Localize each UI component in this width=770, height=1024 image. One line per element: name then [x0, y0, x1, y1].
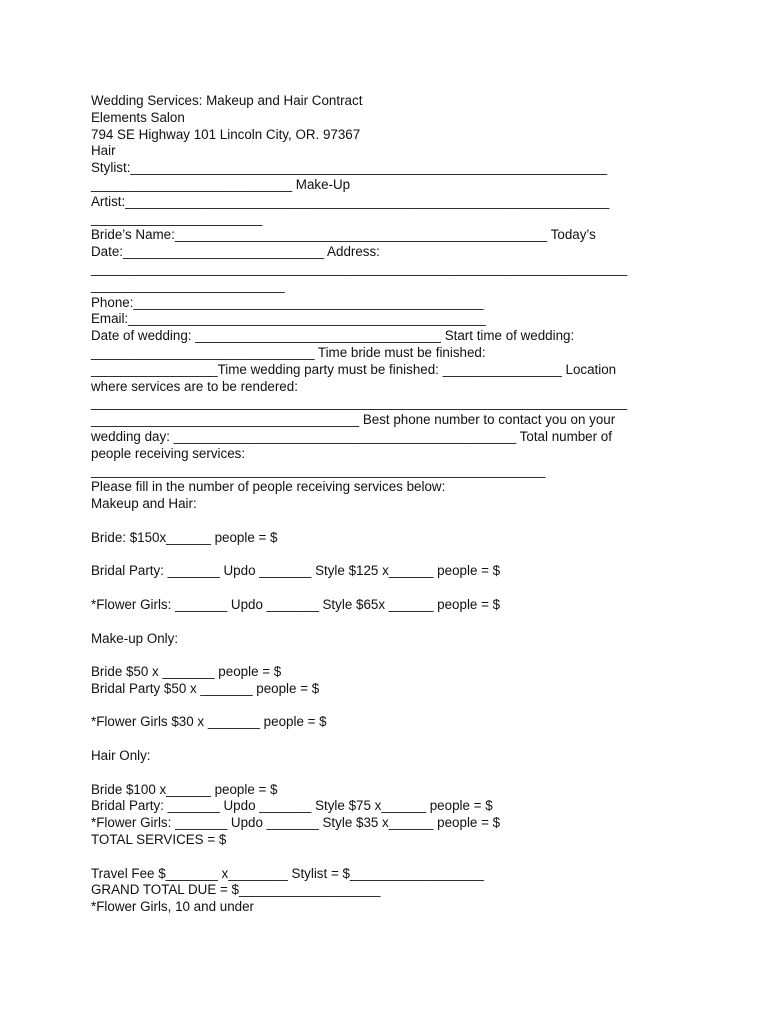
spacer	[91, 614, 691, 631]
spacer	[91, 731, 691, 748]
start-time-field: ______________________________ Time bride must be finished:	[91, 344, 486, 360]
contact-phone-field: wedding day: ______________________________________________ Total number of	[91, 428, 612, 444]
flower-girls-makeup-hair-row: *Flower Girls: _______ Updo _______ Style $65x ______ people = $	[91, 596, 501, 612]
address-field: ________________________________________________________________________	[91, 260, 628, 276]
travel-fee-row: Travel Fee $_______ x________ Stylist = $__________________	[91, 865, 484, 881]
phone-field: Phone:_______________________________________________	[91, 294, 484, 310]
todays-date-field: Date:___________________________ Address:	[91, 244, 380, 260]
bride-finish-field: _________________Time wedding party must be finished: ________________ Location	[91, 361, 617, 377]
total-people-label: people receiving services:	[91, 445, 246, 461]
salon-address: 794 SE Highway 101 Lincoln City, OR. 97367	[91, 126, 361, 142]
grand-total-row: GRAND TOTAL DUE = $___________________	[91, 882, 381, 898]
spacer	[91, 547, 691, 564]
makeup-artist-label: ___________________________ Make-Up	[91, 176, 351, 192]
bridal-party-makeup-row: Bridal Party $50 x _______ people = $	[91, 680, 320, 696]
hair-stylist-label: Hair	[91, 143, 116, 159]
total-people-field: _____________________________________________________________	[91, 462, 546, 478]
contract-body	[91, 93, 691, 916]
location-field: ________________________________________________________________________	[91, 395, 628, 411]
bride-makeup-row: Bride $50 x _______ people = $	[91, 664, 282, 680]
bridal-party-makeup-hair-row: Bridal Party: _______ Updo _______ Style $125 x______ people = $	[91, 563, 501, 579]
section-heading-makeup-only: Make-up Only:	[91, 630, 179, 646]
section-heading-hair-only: Hair Only:	[91, 748, 151, 764]
address-field-cont: __________________________	[91, 277, 285, 293]
spacer	[91, 580, 691, 597]
bride-hair-row: Bride $100 x______ people = $	[91, 781, 278, 797]
total-services-row: TOTAL SERVICES = $	[91, 832, 227, 848]
flower-girls-hair-row: *Flower Girls: _______ Updo _______ Style $35 x______ people = $	[91, 815, 501, 831]
section-heading-makeup-hair: Makeup and Hair:	[91, 496, 197, 512]
contact-phone-label: ____________________________________ Best phone number to contact you on your	[91, 412, 616, 428]
salon-name: Elements Salon	[91, 109, 185, 125]
bride-makeup-hair-row: Bride: $150x______ people = $	[91, 529, 278, 545]
spacer	[91, 849, 691, 866]
makeup-artist-field-cont: _______________________	[91, 210, 263, 226]
wedding-date-field: Date of wedding: _________________________________ Start time of wedding:	[91, 328, 575, 344]
location-label: where services are to be rendered:	[91, 378, 298, 394]
makeup-artist-field: Artist:_________________________________________________________________	[91, 193, 610, 209]
spacer	[91, 513, 691, 530]
flower-girls-footnote: *Flower Girls, 10 and under	[91, 899, 254, 915]
hair-stylist-field: Stylist:________________________________________________________________	[91, 160, 608, 176]
spacer	[91, 698, 691, 715]
instructions-text: Please fill in the number of people receiving services below:	[91, 479, 446, 495]
bride-name-field: Bride’s Name:__________________________________________________ Today’s	[91, 227, 596, 243]
spacer	[91, 647, 691, 664]
bridal-party-hair-row: Bridal Party: _______ Updo _______ Style $75 x______ people = $	[91, 798, 493, 814]
spacer	[91, 765, 691, 782]
contract-title: Wedding Services: Makeup and Hair Contract	[91, 93, 363, 108]
email-field: Email:________________________________________________	[91, 311, 486, 327]
flower-girls-makeup-row: *Flower Girls $30 x _______ people = $	[91, 714, 327, 730]
